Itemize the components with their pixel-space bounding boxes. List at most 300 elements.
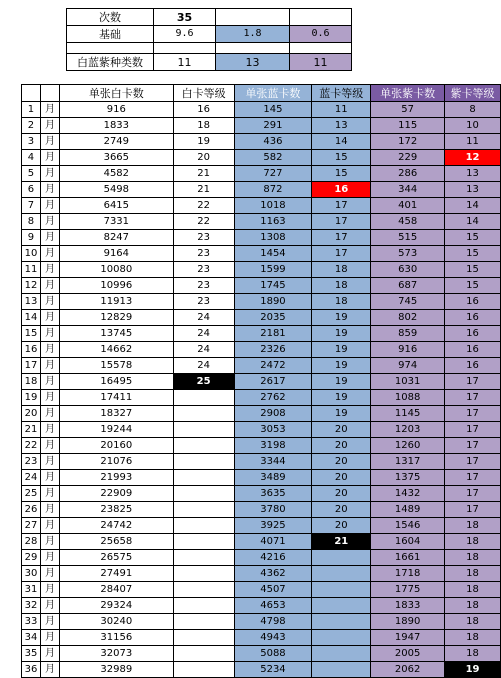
purple-level-cell[interactable]: 18 <box>445 550 501 566</box>
white-cards-cell[interactable]: 17411 <box>59 390 173 406</box>
blue-level-cell[interactable]: 20 <box>312 454 371 470</box>
row-number-cell[interactable]: 3 <box>22 134 41 150</box>
month-label-cell[interactable]: 月 <box>40 518 59 534</box>
purple-cards-cell[interactable]: 1775 <box>371 582 445 598</box>
white-level-cell[interactable] <box>173 438 234 454</box>
blue-cards-cell[interactable]: 1745 <box>234 278 312 294</box>
row-number-cell[interactable]: 20 <box>22 406 41 422</box>
purple-cards-cell[interactable]: 2062 <box>371 662 445 678</box>
purple-cards-cell[interactable]: 401 <box>371 198 445 214</box>
header-white-level[interactable]: 白卡等级 <box>173 85 234 102</box>
white-level-cell[interactable] <box>173 454 234 470</box>
purple-cards-cell[interactable]: 916 <box>371 342 445 358</box>
param-base-white[interactable]: 9.6 <box>154 26 216 43</box>
blue-level-cell[interactable]: 20 <box>312 502 371 518</box>
purple-cards-cell[interactable]: 1546 <box>371 518 445 534</box>
white-level-cell[interactable] <box>173 486 234 502</box>
blue-level-cell[interactable]: 20 <box>312 486 371 502</box>
row-number-cell[interactable]: 34 <box>22 630 41 646</box>
month-label-cell[interactable]: 月 <box>40 566 59 582</box>
blue-cards-cell[interactable]: 2326 <box>234 342 312 358</box>
blue-cards-cell[interactable]: 3344 <box>234 454 312 470</box>
white-level-cell[interactable] <box>173 646 234 662</box>
purple-cards-cell[interactable]: 172 <box>371 134 445 150</box>
header-empty-cell[interactable] <box>22 85 41 102</box>
header-blue-level[interactable]: 蓝卡等级 <box>312 85 371 102</box>
purple-level-cell[interactable]: 16 <box>445 358 501 374</box>
month-label-cell[interactable]: 月 <box>40 166 59 182</box>
blue-cards-cell[interactable]: 3925 <box>234 518 312 534</box>
purple-cards-cell[interactable]: 573 <box>371 246 445 262</box>
month-label-cell[interactable]: 月 <box>40 326 59 342</box>
white-level-cell[interactable]: 21 <box>173 166 234 182</box>
purple-cards-cell[interactable]: 1661 <box>371 550 445 566</box>
purple-cards-cell[interactable]: 1890 <box>371 614 445 630</box>
row-number-cell[interactable]: 4 <box>22 150 41 166</box>
blue-cards-cell[interactable]: 3635 <box>234 486 312 502</box>
row-number-cell[interactable]: 24 <box>22 470 41 486</box>
blue-cards-cell[interactable]: 436 <box>234 134 312 150</box>
purple-cards-cell[interactable]: 1375 <box>371 470 445 486</box>
purple-cards-cell[interactable]: 630 <box>371 262 445 278</box>
white-level-cell[interactable]: 18 <box>173 118 234 134</box>
white-cards-cell[interactable]: 10080 <box>59 262 173 278</box>
white-level-cell[interactable]: 23 <box>173 294 234 310</box>
purple-cards-cell[interactable]: 515 <box>371 230 445 246</box>
blue-level-cell[interactable]: 19 <box>312 374 371 390</box>
month-label-cell[interactable]: 月 <box>40 454 59 470</box>
blue-cards-cell[interactable]: 582 <box>234 150 312 166</box>
purple-level-cell[interactable]: 12 <box>445 150 501 166</box>
blue-level-cell[interactable]: 19 <box>312 406 371 422</box>
purple-level-cell[interactable]: 18 <box>445 646 501 662</box>
purple-level-cell[interactable]: 17 <box>445 454 501 470</box>
white-cards-cell[interactable]: 32073 <box>59 646 173 662</box>
white-cards-cell[interactable]: 26575 <box>59 550 173 566</box>
row-number-cell[interactable]: 21 <box>22 422 41 438</box>
purple-level-cell[interactable]: 16 <box>445 342 501 358</box>
purple-level-cell[interactable]: 15 <box>445 230 501 246</box>
header-purple-cards[interactable]: 单张紫卡数 <box>371 85 445 102</box>
white-cards-cell[interactable]: 916 <box>59 102 173 118</box>
white-level-cell[interactable]: 22 <box>173 198 234 214</box>
month-label-cell[interactable]: 月 <box>40 278 59 294</box>
white-cards-cell[interactable]: 18327 <box>59 406 173 422</box>
blue-cards-cell[interactable]: 872 <box>234 182 312 198</box>
white-cards-cell[interactable]: 27491 <box>59 566 173 582</box>
param-label-count[interactable]: 次数 <box>67 9 154 26</box>
white-cards-cell[interactable]: 13745 <box>59 326 173 342</box>
purple-cards-cell[interactable]: 1145 <box>371 406 445 422</box>
month-label-cell[interactable]: 月 <box>40 246 59 262</box>
purple-level-cell[interactable]: 17 <box>445 438 501 454</box>
row-number-cell[interactable]: 23 <box>22 454 41 470</box>
purple-cards-cell[interactable]: 1031 <box>371 374 445 390</box>
row-number-cell[interactable]: 35 <box>22 646 41 662</box>
blue-cards-cell[interactable]: 5234 <box>234 662 312 678</box>
white-cards-cell[interactable]: 21993 <box>59 470 173 486</box>
white-cards-cell[interactable]: 2749 <box>59 134 173 150</box>
white-cards-cell[interactable]: 11913 <box>59 294 173 310</box>
purple-level-cell[interactable]: 18 <box>445 630 501 646</box>
white-cards-cell[interactable]: 22909 <box>59 486 173 502</box>
row-number-cell[interactable]: 30 <box>22 566 41 582</box>
blue-cards-cell[interactable]: 3489 <box>234 470 312 486</box>
month-label-cell[interactable]: 月 <box>40 470 59 486</box>
purple-level-cell[interactable]: 14 <box>445 214 501 230</box>
month-label-cell[interactable]: 月 <box>40 358 59 374</box>
blue-cards-cell[interactable]: 3780 <box>234 502 312 518</box>
purple-level-cell[interactable]: 13 <box>445 182 501 198</box>
white-level-cell[interactable] <box>173 422 234 438</box>
white-cards-cell[interactable]: 28407 <box>59 582 173 598</box>
row-number-cell[interactable]: 36 <box>22 662 41 678</box>
blue-cards-cell[interactable]: 4071 <box>234 534 312 550</box>
month-label-cell[interactable]: 月 <box>40 102 59 118</box>
purple-cards-cell[interactable]: 229 <box>371 150 445 166</box>
blue-cards-cell[interactable]: 4943 <box>234 630 312 646</box>
white-cards-cell[interactable]: 31156 <box>59 630 173 646</box>
purple-cards-cell[interactable]: 1489 <box>371 502 445 518</box>
month-label-cell[interactable]: 月 <box>40 342 59 358</box>
white-level-cell[interactable]: 21 <box>173 182 234 198</box>
blue-level-cell[interactable]: 13 <box>312 118 371 134</box>
header-blue-cards[interactable]: 单张蓝卡数 <box>234 85 312 102</box>
month-label-cell[interactable]: 月 <box>40 582 59 598</box>
purple-cards-cell[interactable]: 2005 <box>371 646 445 662</box>
row-number-cell[interactable]: 5 <box>22 166 41 182</box>
row-number-cell[interactable]: 11 <box>22 262 41 278</box>
row-number-cell[interactable]: 17 <box>22 358 41 374</box>
white-cards-cell[interactable]: 14662 <box>59 342 173 358</box>
purple-level-cell[interactable]: 17 <box>445 406 501 422</box>
white-cards-cell[interactable]: 4582 <box>59 166 173 182</box>
header-white-cards[interactable]: 单张白卡数 <box>59 85 173 102</box>
blue-cards-cell[interactable]: 2035 <box>234 310 312 326</box>
white-level-cell[interactable] <box>173 518 234 534</box>
purple-level-cell[interactable]: 17 <box>445 390 501 406</box>
purple-level-cell[interactable]: 19 <box>445 662 501 678</box>
row-number-cell[interactable]: 29 <box>22 550 41 566</box>
blue-cards-cell[interactable]: 2908 <box>234 406 312 422</box>
month-label-cell[interactable]: 月 <box>40 150 59 166</box>
param-base-purple[interactable]: 0.6 <box>290 26 352 43</box>
month-label-cell[interactable]: 月 <box>40 214 59 230</box>
white-level-cell[interactable]: 24 <box>173 358 234 374</box>
row-number-cell[interactable]: 9 <box>22 230 41 246</box>
white-level-cell[interactable]: 23 <box>173 278 234 294</box>
white-level-cell[interactable] <box>173 598 234 614</box>
blue-level-cell[interactable]: 20 <box>312 438 371 454</box>
white-cards-cell[interactable]: 29324 <box>59 598 173 614</box>
white-level-cell[interactable] <box>173 406 234 422</box>
row-number-cell[interactable]: 31 <box>22 582 41 598</box>
blue-cards-cell[interactable]: 291 <box>234 118 312 134</box>
blue-cards-cell[interactable]: 2762 <box>234 390 312 406</box>
param-kinds-blue[interactable]: 13 <box>216 54 290 71</box>
purple-level-cell[interactable]: 18 <box>445 534 501 550</box>
row-number-cell[interactable]: 18 <box>22 374 41 390</box>
white-cards-cell[interactable]: 30240 <box>59 614 173 630</box>
row-number-cell[interactable]: 15 <box>22 326 41 342</box>
param-empty-cell[interactable] <box>216 9 290 26</box>
purple-level-cell[interactable]: 11 <box>445 134 501 150</box>
purple-level-cell[interactable]: 16 <box>445 326 501 342</box>
white-level-cell[interactable]: 24 <box>173 326 234 342</box>
white-cards-cell[interactable]: 7331 <box>59 214 173 230</box>
month-label-cell[interactable]: 月 <box>40 262 59 278</box>
row-number-cell[interactable]: 32 <box>22 598 41 614</box>
white-cards-cell[interactable]: 5498 <box>59 182 173 198</box>
blue-level-cell[interactable]: 19 <box>312 326 371 342</box>
purple-cards-cell[interactable]: 458 <box>371 214 445 230</box>
purple-cards-cell[interactable]: 1833 <box>371 598 445 614</box>
purple-cards-cell[interactable]: 1203 <box>371 422 445 438</box>
blue-level-cell[interactable]: 17 <box>312 246 371 262</box>
purple-cards-cell[interactable]: 859 <box>371 326 445 342</box>
month-label-cell[interactable]: 月 <box>40 310 59 326</box>
white-cards-cell[interactable]: 3665 <box>59 150 173 166</box>
row-number-cell[interactable]: 10 <box>22 246 41 262</box>
blue-cards-cell[interactable]: 3053 <box>234 422 312 438</box>
blue-level-cell[interactable]: 19 <box>312 342 371 358</box>
blue-level-cell[interactable]: 18 <box>312 294 371 310</box>
white-level-cell[interactable]: 19 <box>173 134 234 150</box>
white-level-cell[interactable] <box>173 502 234 518</box>
white-cards-cell[interactable]: 23825 <box>59 502 173 518</box>
month-label-cell[interactable]: 月 <box>40 646 59 662</box>
white-level-cell[interactable]: 25 <box>173 374 234 390</box>
white-cards-cell[interactable]: 1833 <box>59 118 173 134</box>
row-number-cell[interactable]: 6 <box>22 182 41 198</box>
month-label-cell[interactable]: 月 <box>40 486 59 502</box>
row-number-cell[interactable]: 16 <box>22 342 41 358</box>
white-level-cell[interactable]: 23 <box>173 246 234 262</box>
month-label-cell[interactable]: 月 <box>40 502 59 518</box>
param-count-value[interactable]: 35 <box>154 9 216 26</box>
param-empty-cell[interactable] <box>154 43 216 54</box>
blue-level-cell[interactable]: 17 <box>312 230 371 246</box>
param-base-blue[interactable]: 1.8 <box>216 26 290 43</box>
blue-level-cell[interactable] <box>312 662 371 678</box>
white-cards-cell[interactable]: 8247 <box>59 230 173 246</box>
header-empty-cell[interactable] <box>40 85 59 102</box>
blue-level-cell[interactable] <box>312 598 371 614</box>
blue-level-cell[interactable] <box>312 630 371 646</box>
purple-level-cell[interactable]: 17 <box>445 470 501 486</box>
purple-cards-cell[interactable]: 1432 <box>371 486 445 502</box>
month-label-cell[interactable]: 月 <box>40 198 59 214</box>
purple-cards-cell[interactable]: 687 <box>371 278 445 294</box>
row-number-cell[interactable]: 33 <box>22 614 41 630</box>
param-empty-cell[interactable] <box>290 9 352 26</box>
param-empty-cell[interactable] <box>67 43 154 54</box>
purple-cards-cell[interactable]: 344 <box>371 182 445 198</box>
white-cards-cell[interactable]: 20160 <box>59 438 173 454</box>
blue-cards-cell[interactable]: 4507 <box>234 582 312 598</box>
white-level-cell[interactable] <box>173 470 234 486</box>
row-number-cell[interactable]: 14 <box>22 310 41 326</box>
blue-level-cell[interactable]: 20 <box>312 422 371 438</box>
month-label-cell[interactable]: 月 <box>40 438 59 454</box>
blue-level-cell[interactable]: 19 <box>312 358 371 374</box>
purple-level-cell[interactable]: 18 <box>445 614 501 630</box>
purple-cards-cell[interactable]: 57 <box>371 102 445 118</box>
blue-cards-cell[interactable]: 5088 <box>234 646 312 662</box>
purple-level-cell[interactable]: 18 <box>445 518 501 534</box>
blue-level-cell[interactable] <box>312 646 371 662</box>
purple-cards-cell[interactable]: 1718 <box>371 566 445 582</box>
blue-level-cell[interactable]: 19 <box>312 310 371 326</box>
white-level-cell[interactable]: 24 <box>173 342 234 358</box>
blue-level-cell[interactable]: 15 <box>312 150 371 166</box>
blue-level-cell[interactable]: 19 <box>312 390 371 406</box>
blue-cards-cell[interactable]: 1308 <box>234 230 312 246</box>
purple-level-cell[interactable]: 16 <box>445 294 501 310</box>
white-cards-cell[interactable]: 32989 <box>59 662 173 678</box>
month-label-cell[interactable]: 月 <box>40 614 59 630</box>
row-number-cell[interactable]: 22 <box>22 438 41 454</box>
param-empty-cell[interactable] <box>290 43 352 54</box>
white-level-cell[interactable]: 20 <box>173 150 234 166</box>
white-level-cell[interactable] <box>173 614 234 630</box>
month-label-cell[interactable]: 月 <box>40 534 59 550</box>
purple-level-cell[interactable]: 17 <box>445 374 501 390</box>
purple-level-cell[interactable]: 18 <box>445 598 501 614</box>
purple-level-cell[interactable]: 17 <box>445 486 501 502</box>
month-label-cell[interactable]: 月 <box>40 390 59 406</box>
row-number-cell[interactable]: 25 <box>22 486 41 502</box>
month-label-cell[interactable]: 月 <box>40 550 59 566</box>
blue-level-cell[interactable] <box>312 582 371 598</box>
purple-cards-cell[interactable]: 974 <box>371 358 445 374</box>
blue-level-cell[interactable]: 20 <box>312 470 371 486</box>
purple-level-cell[interactable]: 16 <box>445 310 501 326</box>
blue-level-cell[interactable]: 17 <box>312 198 371 214</box>
purple-cards-cell[interactable]: 115 <box>371 118 445 134</box>
blue-level-cell[interactable]: 15 <box>312 166 371 182</box>
blue-level-cell[interactable]: 11 <box>312 102 371 118</box>
blue-level-cell[interactable]: 21 <box>312 534 371 550</box>
month-label-cell[interactable]: 月 <box>40 134 59 150</box>
row-number-cell[interactable]: 2 <box>22 118 41 134</box>
month-label-cell[interactable]: 月 <box>40 230 59 246</box>
purple-level-cell[interactable]: 14 <box>445 198 501 214</box>
white-cards-cell[interactable]: 24742 <box>59 518 173 534</box>
blue-cards-cell[interactable]: 2617 <box>234 374 312 390</box>
purple-level-cell[interactable]: 18 <box>445 582 501 598</box>
white-level-cell[interactable]: 24 <box>173 310 234 326</box>
blue-cards-cell[interactable]: 1018 <box>234 198 312 214</box>
month-label-cell[interactable]: 月 <box>40 598 59 614</box>
white-level-cell[interactable] <box>173 550 234 566</box>
month-label-cell[interactable]: 月 <box>40 294 59 310</box>
purple-level-cell[interactable]: 18 <box>445 566 501 582</box>
blue-cards-cell[interactable]: 4798 <box>234 614 312 630</box>
blue-level-cell[interactable] <box>312 550 371 566</box>
blue-level-cell[interactable]: 18 <box>312 278 371 294</box>
blue-cards-cell[interactable]: 727 <box>234 166 312 182</box>
param-kinds-white[interactable]: 11 <box>154 54 216 71</box>
blue-level-cell[interactable] <box>312 566 371 582</box>
blue-level-cell[interactable] <box>312 614 371 630</box>
row-number-cell[interactable]: 13 <box>22 294 41 310</box>
purple-level-cell[interactable]: 15 <box>445 246 501 262</box>
white-cards-cell[interactable]: 19244 <box>59 422 173 438</box>
white-level-cell[interactable]: 16 <box>173 102 234 118</box>
blue-level-cell[interactable]: 18 <box>312 262 371 278</box>
month-label-cell[interactable]: 月 <box>40 630 59 646</box>
month-label-cell[interactable]: 月 <box>40 374 59 390</box>
param-kinds-purple[interactable]: 11 <box>290 54 352 71</box>
row-number-cell[interactable]: 8 <box>22 214 41 230</box>
blue-level-cell[interactable]: 14 <box>312 134 371 150</box>
blue-level-cell[interactable]: 20 <box>312 518 371 534</box>
purple-cards-cell[interactable]: 1317 <box>371 454 445 470</box>
blue-cards-cell[interactable]: 1890 <box>234 294 312 310</box>
purple-level-cell[interactable]: 15 <box>445 278 501 294</box>
row-number-cell[interactable]: 19 <box>22 390 41 406</box>
white-level-cell[interactable] <box>173 662 234 678</box>
month-label-cell[interactable]: 月 <box>40 422 59 438</box>
blue-level-cell[interactable]: 16 <box>312 182 371 198</box>
blue-cards-cell[interactable]: 145 <box>234 102 312 118</box>
param-empty-cell[interactable] <box>216 43 290 54</box>
param-label-base[interactable]: 基础 <box>67 26 154 43</box>
row-number-cell[interactable]: 1 <box>22 102 41 118</box>
purple-level-cell[interactable]: 17 <box>445 502 501 518</box>
purple-level-cell[interactable]: 13 <box>445 166 501 182</box>
white-level-cell[interactable]: 22 <box>173 214 234 230</box>
purple-level-cell[interactable]: 15 <box>445 262 501 278</box>
white-level-cell[interactable] <box>173 582 234 598</box>
blue-cards-cell[interactable]: 2472 <box>234 358 312 374</box>
purple-cards-cell[interactable]: 286 <box>371 166 445 182</box>
white-cards-cell[interactable]: 15578 <box>59 358 173 374</box>
row-number-cell[interactable]: 28 <box>22 534 41 550</box>
purple-cards-cell[interactable]: 802 <box>371 310 445 326</box>
blue-cards-cell[interactable]: 1163 <box>234 214 312 230</box>
white-level-cell[interactable]: 23 <box>173 262 234 278</box>
white-cards-cell[interactable]: 25658 <box>59 534 173 550</box>
white-cards-cell[interactable]: 9164 <box>59 246 173 262</box>
white-level-cell[interactable] <box>173 390 234 406</box>
purple-level-cell[interactable]: 8 <box>445 102 501 118</box>
white-cards-cell[interactable]: 16495 <box>59 374 173 390</box>
month-label-cell[interactable]: 月 <box>40 118 59 134</box>
blue-cards-cell[interactable]: 4362 <box>234 566 312 582</box>
white-level-cell[interactable] <box>173 630 234 646</box>
blue-level-cell[interactable]: 17 <box>312 214 371 230</box>
blue-cards-cell[interactable]: 4216 <box>234 550 312 566</box>
month-label-cell[interactable]: 月 <box>40 406 59 422</box>
blue-cards-cell[interactable]: 1454 <box>234 246 312 262</box>
white-cards-cell[interactable]: 21076 <box>59 454 173 470</box>
purple-level-cell[interactable]: 17 <box>445 422 501 438</box>
white-cards-cell[interactable]: 6415 <box>59 198 173 214</box>
row-number-cell[interactable]: 12 <box>22 278 41 294</box>
purple-cards-cell[interactable]: 745 <box>371 294 445 310</box>
purple-cards-cell[interactable]: 1604 <box>371 534 445 550</box>
blue-cards-cell[interactable]: 3198 <box>234 438 312 454</box>
purple-cards-cell[interactable]: 1088 <box>371 390 445 406</box>
white-level-cell[interactable]: 23 <box>173 230 234 246</box>
row-number-cell[interactable]: 27 <box>22 518 41 534</box>
month-label-cell[interactable]: 月 <box>40 182 59 198</box>
purple-level-cell[interactable]: 10 <box>445 118 501 134</box>
purple-cards-cell[interactable]: 1260 <box>371 438 445 454</box>
row-number-cell[interactable]: 7 <box>22 198 41 214</box>
